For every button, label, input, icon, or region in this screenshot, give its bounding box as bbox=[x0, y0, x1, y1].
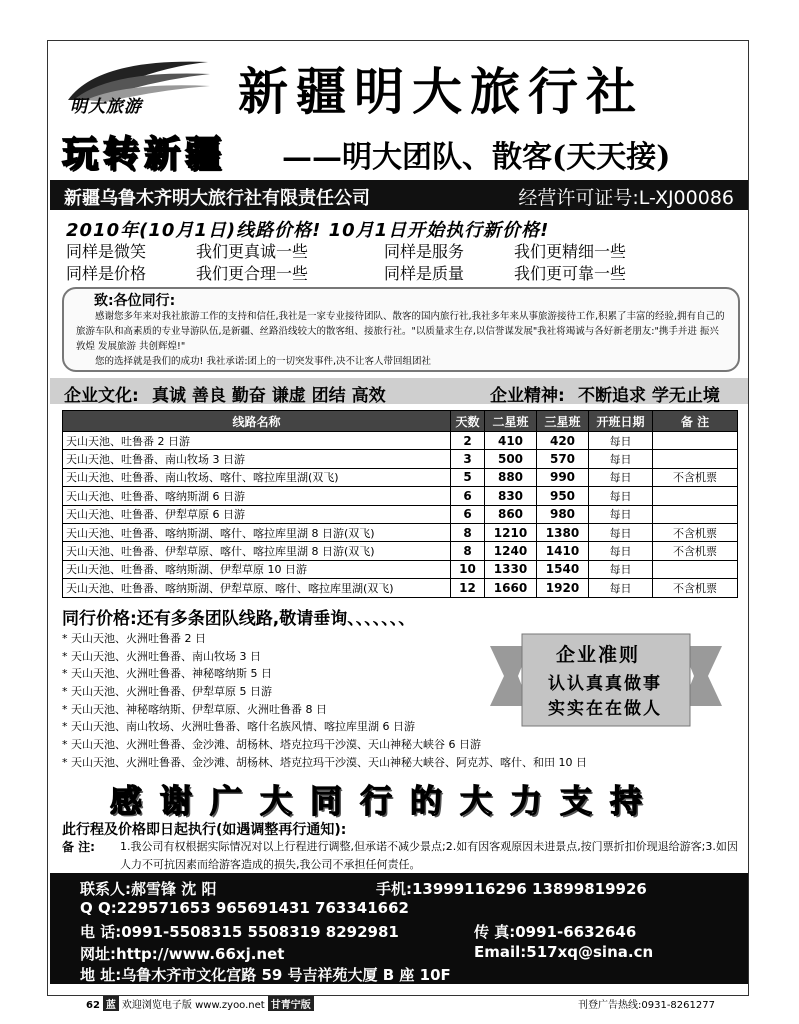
table-row bbox=[63, 523, 738, 541]
contact-qq: Q Q:229571653 965691431 763341662 bbox=[80, 899, 409, 917]
two-star-price-cell: 830 bbox=[485, 487, 537, 505]
three-star-price-cell: 990 bbox=[537, 468, 589, 486]
route-name-cell: 天山天池、吐鲁番、喀纳斯湖、伊犁草原 10 日游 bbox=[63, 560, 451, 578]
days-cell: 12 bbox=[451, 579, 485, 597]
list-item: * 天山天池、火洲吐鲁番、金沙滩、胡杨林、塔克拉玛干沙漠、天山神秘大峡谷 6 日游 bbox=[62, 738, 481, 752]
route-name-cell: 天山天池、吐鲁番、喀纳斯湖、伊犁草原、喀什、喀拉库里湖(双飞) bbox=[63, 579, 451, 597]
contact-fax: 传 真:0991-6632646 bbox=[474, 923, 637, 941]
departure-cell: 每日 bbox=[589, 432, 653, 450]
contact-block bbox=[50, 873, 748, 984]
list-item: * 天山天池、火洲吐鲁番、南山牧场 3 日 bbox=[62, 649, 261, 663]
table-row bbox=[63, 579, 738, 597]
promise-text: 同样是服务 bbox=[384, 242, 465, 261]
days-cell: 8 bbox=[451, 523, 485, 541]
more-routes-title: 同行价格:还有多条团队线路,敬请垂询、、、、、、、 bbox=[62, 609, 416, 629]
edition-badge: 甘青宁版 bbox=[268, 996, 314, 1011]
route-name-cell: 天山天池、吐鲁番、伊犁草原、喀什、喀拉库里湖 8 日游(双飞) bbox=[63, 542, 451, 560]
remarks-cell: 不含机票 bbox=[653, 468, 738, 486]
spirit-label: 企业精神: bbox=[490, 386, 565, 406]
remarks-cell: 不含机票 bbox=[653, 579, 738, 597]
remarks-cell bbox=[653, 560, 738, 578]
departure-cell: 每日 bbox=[589, 560, 653, 578]
remarks-body: 1.我公司有权根据实际情况对以上行程进行调整,但承诺不减少景点;2.如有因客观原因未进景点,按门票折扣价现退给游客;3.如因人力不可抗因素而给游客造成的损失,我公司不承担任何责任。 bbox=[120, 840, 738, 871]
thanks-banner: 感谢广大同行的大力支持 bbox=[110, 782, 661, 820]
departure-cell: 每日 bbox=[589, 542, 653, 560]
greeting-promise: 您的选择就是我们的成功! 我社承诺:团上的一切突发事件,决不让客人带回组团社 bbox=[95, 356, 432, 367]
days-cell: 5 bbox=[451, 468, 485, 486]
footer-left bbox=[86, 996, 317, 1011]
promise-text: 同样是微笑 bbox=[66, 242, 147, 261]
three-star-price-cell: 420 bbox=[537, 432, 589, 450]
departure-cell: 每日 bbox=[589, 468, 653, 486]
route-name-cell: 天山天池、吐鲁番 2 日游 bbox=[63, 432, 451, 450]
list-item: * 天山天池、火洲吐鲁番 2 日 bbox=[62, 632, 206, 645]
contact-email[interactable]: Email:517xq@sina.cn bbox=[474, 943, 654, 961]
table-row bbox=[63, 432, 738, 450]
contact-mobile: 手机:13999116296 13899819926 bbox=[376, 880, 647, 898]
table-row bbox=[63, 450, 738, 468]
two-star-price-cell: 410 bbox=[485, 432, 537, 450]
license-number: 经营许可证号:L-XJ00086 bbox=[518, 187, 734, 209]
three-star-price-cell: 570 bbox=[537, 450, 589, 468]
table-row bbox=[63, 542, 738, 560]
days-cell: 6 bbox=[451, 505, 485, 523]
days-cell: 10 bbox=[451, 560, 485, 578]
remarks-cell bbox=[653, 432, 738, 450]
greeting-box bbox=[62, 287, 740, 372]
three-star-price-cell: 1380 bbox=[537, 523, 589, 541]
contact-address: 地 址:乌鲁木齐市文化宫路 59 号吉祥苑大厦 B 座 10F bbox=[80, 966, 451, 984]
promise-text: 同样是价格 bbox=[66, 264, 147, 283]
logo-text: 明大旅游 bbox=[70, 97, 142, 117]
departure-cell: 每日 bbox=[589, 505, 653, 523]
slogan-main: 玩转新疆 bbox=[62, 133, 227, 175]
route-name-cell: 天山天池、吐鲁番、喀纳斯湖 6 日游 bbox=[63, 487, 451, 505]
ribbon-line: 实实在在做人 bbox=[548, 699, 662, 719]
ribbon-title: 企业准则 bbox=[556, 644, 641, 666]
col-departure: 开班日期 bbox=[589, 411, 653, 432]
list-item: * 天山天池、神秘喀纳斯、伊犁草原、火洲吐鲁番 8 日 bbox=[62, 702, 327, 716]
days-cell: 6 bbox=[451, 487, 485, 505]
route-name-cell: 天山天池、吐鲁番、伊犁草原 6 日游 bbox=[63, 505, 451, 523]
three-star-price-cell: 980 bbox=[537, 505, 589, 523]
ribbon-line: 认认真真做事 bbox=[548, 674, 662, 694]
route-price-table bbox=[62, 410, 738, 598]
remarks-label: 备 注: bbox=[62, 840, 95, 854]
two-star-price-cell: 1330 bbox=[485, 560, 537, 578]
three-star-price-cell: 950 bbox=[537, 487, 589, 505]
three-star-price-cell: 1540 bbox=[537, 560, 589, 578]
col-days: 天数 bbox=[451, 411, 485, 432]
col-remarks: 备 注 bbox=[653, 411, 738, 432]
departure-cell: 每日 bbox=[589, 523, 653, 541]
greeting-title: 致:各位同行: bbox=[94, 293, 176, 309]
departure-cell: 每日 bbox=[589, 487, 653, 505]
notice-title: 此行程及价格即日起执行(如遇调整再行通知): bbox=[62, 822, 347, 838]
remarks-cell: 不含机票 bbox=[653, 542, 738, 560]
greeting-body: 感谢您多年来对我社旅游工作的支持和信任,我社是一家专业接待团队、散客的国内旅行社,我社多年来从事旅游接待工作,积累了丰富的经验,拥有自己的旅游车队和高素质的专业导游队伍,是新疆、丝路沿线较大的散客组、接旅行社。"以质量求生存,以信誉谋发展"我社将竭诚与各好新老朋友:"携手并进 振兴敦煌 发展旅游 共创辉煌!" bbox=[76, 311, 725, 352]
price-headline: 2010年(10月1日)线路价格! 10月1日开始执行新价格! bbox=[66, 220, 550, 241]
list-item: * 天山天池、火洲吐鲁番、伊犁草原 5 日游 bbox=[62, 685, 272, 699]
two-star-price-cell: 1660 bbox=[485, 579, 537, 597]
route-name-cell: 天山天池、吐鲁番、南山牧场 3 日游 bbox=[63, 450, 451, 468]
remarks-cell bbox=[653, 487, 738, 505]
page-number: 62 bbox=[86, 1000, 100, 1011]
two-star-price-cell: 500 bbox=[485, 450, 537, 468]
promise-text: 我们更可靠一些 bbox=[514, 264, 627, 283]
col-route-name: 线路名称 bbox=[63, 411, 451, 432]
culture-bar bbox=[50, 378, 748, 404]
contact-website[interactable]: 网址:http://www.66xj.net bbox=[80, 945, 285, 963]
two-star-price-cell: 1240 bbox=[485, 542, 537, 560]
days-cell: 3 bbox=[451, 450, 485, 468]
table-header-row bbox=[63, 411, 738, 432]
promise-text: 我们更合理一些 bbox=[196, 264, 309, 283]
table-row bbox=[63, 505, 738, 523]
ad-hotline: 刊登广告热线:0931-8261277 bbox=[578, 1000, 715, 1011]
culture-values: 真诚 善良 勤奋 谦虚 团结 高效 bbox=[152, 386, 386, 406]
three-star-price-cell: 1410 bbox=[537, 542, 589, 560]
company-title: 新疆明大旅行社 bbox=[238, 63, 644, 121]
list-item: * 天山天池、火洲吐鲁番、金沙滩、胡杨林、塔克拉玛干沙漠、天山神秘大峡谷、阿克苏、喀什、和田 10 日 bbox=[62, 755, 587, 769]
company-full-name: 新疆乌鲁木齐明大旅行社有限责任公司 bbox=[64, 188, 370, 209]
logo bbox=[58, 48, 218, 120]
list-item: * 天山天池、南山牧场、火洲吐鲁番、喀什名族风情、喀拉库里湖 6 日游 bbox=[62, 720, 415, 734]
contact-phone: 电 话:0991-5508315 5508319 8292981 bbox=[80, 923, 399, 941]
promise-text: 我们更精细一些 bbox=[514, 242, 627, 261]
remarks-cell: 不含机票 bbox=[653, 523, 738, 541]
culture-label: 企业文化: bbox=[64, 386, 139, 406]
col-three-star: 三星班 bbox=[537, 411, 589, 432]
route-name-cell: 天山天池、吐鲁番、喀纳斯湖、喀什、喀拉库里湖 8 日游(双飞) bbox=[63, 523, 451, 541]
table-row bbox=[63, 487, 738, 505]
two-star-price-cell: 860 bbox=[485, 505, 537, 523]
two-star-price-cell: 1210 bbox=[485, 523, 537, 541]
table-row bbox=[63, 468, 738, 486]
days-cell: 8 bbox=[451, 542, 485, 560]
route-name-cell: 天山天池、吐鲁番、南山牧场、喀什、喀拉库里湖(双飞) bbox=[63, 468, 451, 486]
footer-website-text: 欢迎浏览电子版 www.zyoo.net bbox=[121, 1000, 265, 1011]
spirit-values: 不断追求 学无止境 bbox=[578, 386, 720, 406]
promise-text: 我们更真诚一些 bbox=[196, 242, 309, 261]
departure-cell: 每日 bbox=[589, 450, 653, 468]
table-row bbox=[63, 560, 738, 578]
list-item: * 天山天池、火洲吐鲁番、神秘喀纳斯 5 日 bbox=[62, 667, 272, 681]
col-two-star: 二星班 bbox=[485, 411, 537, 432]
slogan-sub: ——明大团队、散客(天天接) bbox=[282, 140, 671, 175]
promise-text: 同样是质量 bbox=[384, 264, 465, 283]
three-star-price-cell: 1920 bbox=[537, 579, 589, 597]
remarks-cell bbox=[653, 450, 738, 468]
company-bar bbox=[50, 180, 748, 210]
days-cell: 2 bbox=[451, 432, 485, 450]
color-mark: 蓝 bbox=[103, 996, 119, 1011]
remarks-cell bbox=[653, 505, 738, 523]
departure-cell: 每日 bbox=[589, 579, 653, 597]
table-body bbox=[63, 432, 738, 598]
two-star-price-cell: 880 bbox=[485, 468, 537, 486]
contact-person: 联系人:郝雪锋 沈 阳 bbox=[80, 880, 217, 898]
